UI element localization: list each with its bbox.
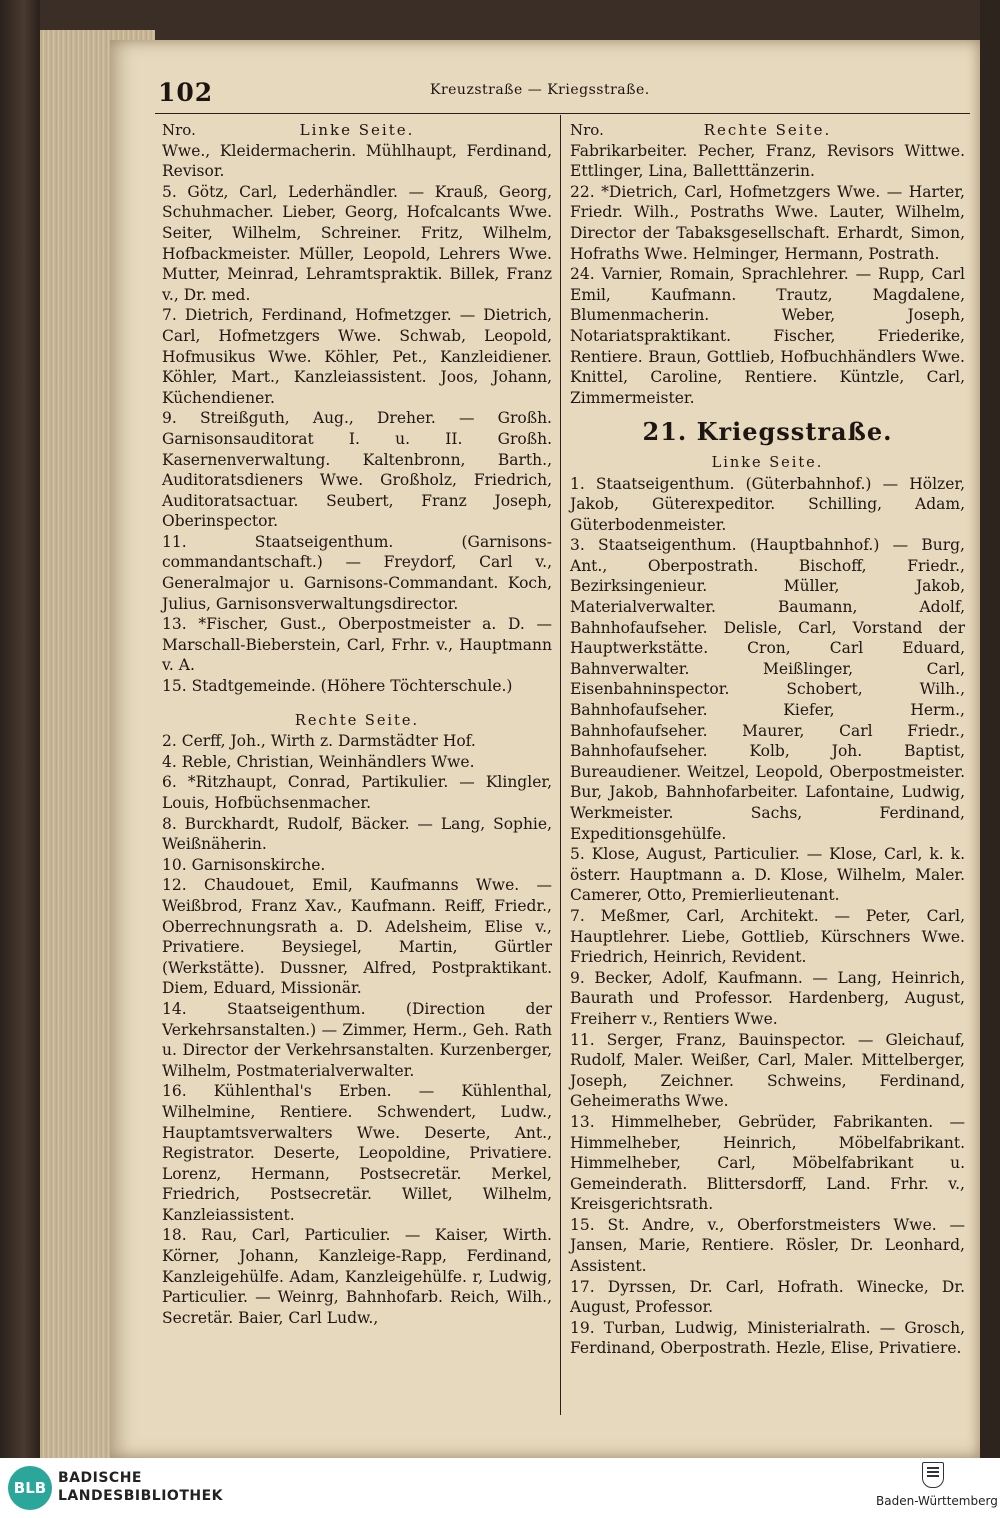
entry: 1. Staatseigenthum. (Güterbahnhof.) — Hölzer, Jakob, Güterexpeditor. Schilling, Adam, Güterbodenmeister. — [570, 474, 965, 534]
running-head: Kreuzstraße — Kriegsstraße. — [430, 82, 650, 98]
entry: 15. St. Andre, v., Oberforstmeisters Wwe. — Jansen, Marie, Rentiere. Rösler, Dr. Leonhard, Assistent. — [570, 1215, 965, 1276]
entry: 6. *Ritzhaupt, Conrad, Partikulier. — Klingler, Louis, Hofbüchsenmacher. — [162, 773, 552, 812]
side-title: Linke Seite. — [299, 121, 415, 139]
entry: 11. Staatseigenthum. (Garnisons-commandantschaft.) — Freydorf, Carl v., Generalmajor u. Garnisons-Commandant. Koch, Julius, Garnisonsverwaltungsdirector. — [162, 532, 552, 613]
left-column-header — [162, 120, 552, 141]
entry: 2. Cerff, Joh., Wirth z. Darmstädter Hof. — [162, 732, 476, 751]
entry: 15. Stadtgemeinde. (Höhere Töchterschule.) — [162, 677, 513, 696]
nro-label: Nro. — [162, 121, 196, 139]
institution-line: BADISCHE — [58, 1470, 142, 1486]
entry: 8. Burckhardt, Rudolf, Bäcker. — Lang, Sophie, Weißnäherin. — [162, 814, 552, 854]
entry: 16. Kühlenthal's Erben. — Kühlenthal, Wilhelmine, Rentiere. Schwendert, Ludw., Hauptamtsverwalters Wwe. Deserte, Ant., Registrator. Deserte, Leopoldine, Privatiere. Lorenz, Hermann, Postsecretär. Merkel, Friedrich, Postsecretär. Willet, Wilhelm, Kanzleiassistent. — [162, 1082, 552, 1224]
side-title: Rechte Seite. — [703, 121, 832, 139]
entry: 4. Reble, Christian, Weinhändlers Wwe. — [162, 752, 475, 771]
institution-name[interactable] — [58, 1469, 223, 1505]
entry: 24. Varnier, Romain, Sprachlehrer. — Rupp, Carl Emil, Kaufmann. Trautz, Magdalene, Blumenmacherin. Weber, Joseph, Notariatspraktikant. Fischer, Friederike, Rentiere. Braun, Gottlieb, Hofbuchhändlers Wwe. Knittel, Caroline, Rentiere. Küntzle, Carl, Zimmermeister. — [570, 265, 965, 407]
entry: Wwe., Kleidermacherin. Mühlhaupt, Ferdinand, Revisor. — [162, 141, 552, 181]
right-column-header — [570, 120, 965, 141]
entry: 13. Himmelheber, Gebrüder, Fabrikanten. — Himmelheber, Heinrich, Möbelfabrikant. Himmelheber, Carl, Möbelfabrikant u. Gemeinderath. Blittersdorff, Land. Frhr. v., Kreisgerichtsrath. — [570, 1112, 965, 1214]
coat-of-arms-icon — [922, 1462, 944, 1488]
sub-title: Rechte Seite. — [294, 712, 420, 729]
right-column — [570, 120, 965, 1359]
sub-title: Linke Seite. — [711, 454, 824, 471]
entry: 10. Garnisonskirche. — [162, 855, 326, 874]
entry: 5. Götz, Carl, Lederhändler. — Krauß, Georg, Schuhmacher. Lieber, Georg, Hofcalcants Wwe. Seiter, Wilhelm, Schreiner. Fritz, Wilhelm, Hofbackmeister. Müller, Leopold, Lehrers Wwe. Mutter, Meinrad, Lehramtspraktik. Billek, Franz v., Dr. med. — [162, 182, 552, 304]
entry: 17. Dyrssen, Dr. Carl, Hofrath. Winecke, Dr. August, Professor. — [570, 1277, 965, 1317]
book-spine — [0, 0, 40, 1458]
entry: 22. *Dietrich, Carl, Hofmetzgers Wwe. — Harter, Friedr. Wilh., Postraths Wwe. Lauter, Wilhelm, Director der Tabaksgesellschaft. Erhardt, Simon, Hofraths Wwe. Helminger, Hermann, Postrath. — [570, 182, 965, 263]
column-rule — [560, 115, 561, 1415]
entry: 3. Staatseigenthum. (Hauptbahnhof.) — Burg, Ant., Oberpostrath. Bischoff, Friedr., Bezirksingenieur. Müller, Jakob, Materialverwalter. Baumann, Adolf, Bahnhofaufseher. Delisle, Carl, Vorstand der Hauptwerkstätte. Cron, Carl Eduard, Bahnverwalter. Meißlinger, Carl, Eisenbahninspector. Schobert, Wilh., Bahnhofaufseher. Kiefer, Herm., Bahnhofaufseher. Maurer, Carl Friedr., Bahnhofaufseher. Kolb, Joh. Baptist, Bureaudiener. Weitzel, Leopold, Oberpostmeister. Bur, Jakob, Bahnhofarbeiter. Lafontaine, Ludwig, Werkmeister. Sachs, Ferdinand, Expeditionsgehülfe. — [570, 536, 965, 843]
page-number: 102 — [158, 78, 214, 107]
section-title: 21. Kriegsstraße. — [642, 417, 893, 447]
entry: 11. Serger, Franz, Bauinspector. — Gleichauf, Rudolf, Maler. Weißer, Carl, Maler. Mittelberger, Joseph, Zeichner. Schweins, Ferdinand, Geheimeraths Wwe. — [570, 1030, 965, 1111]
entry: 14. Staatseigenthum. (Direction der Verkehrsanstalten.) — Zimmer, Herm., Geh. Rath u. Director der Verkehrsanstalten. Kurzenberger, Wilhelm, Postmaterialverwalter. — [162, 999, 552, 1080]
right-margin — [980, 0, 1000, 1458]
blb-logo[interactable]: BLB — [8, 1466, 52, 1510]
entry: 7. Meßmer, Carl, Architekt. — Peter, Carl, Hauptlehrer. Liebe, Gottlieb, Kürschners Wwe. Friedrich, Heinrich, Revident. — [570, 906, 965, 967]
left-column — [162, 120, 552, 1328]
entry: 18. Rau, Carl, Particulier. — Kaiser, Wirth. Körner, Johann, Kanzleige-Rapp, Ferdinand, Kanzleigehülfe. Adam, Kanzleigehülfe. r, Ludwig, Particulier. — Weinrg, Bahnhofarb. Reich, Wilh., Secretär. Baier, Carl Ludw., — [162, 1226, 552, 1327]
state-label: Baden-Württemberg — [876, 1494, 998, 1508]
header-rule — [155, 113, 970, 114]
entry: Fabrikarbeiter. Pecher, Franz, Revisors Wittwe. Ettlinger, Lina, Balletttänzerin. — [570, 141, 965, 181]
entry: 13. *Fischer, Gust., Oberpostmeister a. D. — Marschall-Bieberstein, Carl, Frhr. v., Hauptmann v. A. — [162, 615, 552, 675]
entry: 9. Becker, Adolf, Kaufmann. — Lang, Heinrich, Baurath und Professor. Hardenberg, August, Freiherr v., Rentiers Wwe. — [570, 968, 965, 1028]
entry: 5. Klose, August, Particulier. — Klose, Carl, k. k. österr. Hauptmann a. D. Klose, Wilhelm, Maler. Camerer, Otto, Premierlieutenant. — [570, 845, 965, 905]
institution-line: LANDESBIBLIOTHEK — [58, 1488, 224, 1504]
entry: 7. Dietrich, Ferdinand, Hofmetzger. — Dietrich, Carl, Hofmetzgers Wwe. Schwab, Leopold, Hofmusikus Wwe. Köhler, Pet., Kanzleidiener. Köhler, Mart., Kanzleiassistent. Joos, Johann, Küchendiener. — [162, 306, 552, 407]
footer-bar — [0, 1458, 1000, 1518]
entry: 9. Streißguth, Aug., Dreher. — Großh. Garnisonsauditorat I. u. II. Großh. Kasernenverwaltung. Kaltenbronn, Barth., Auditoratsdieners Wwe. Großholz, Friedrich, Auditoratsactuar. Seubert, Franz Joseph, Oberinspector. — [162, 409, 552, 531]
entry: 12. Chaudouet, Emil, Kaufmanns Wwe. — Weißbrod, Franz Xav., Kaufmann. Reiff, Friedr., Oberrechnungsrath a. D. Adelsheim, Elise v., Privatiere. Beysiegel, Martin, Gürtler (Werkstätte). Dussner, Alfred, Postpraktikant. Diem, Eduard, Missionär. — [162, 876, 552, 998]
entry: 19. Turban, Ludwig, Ministerialrath. — Grosch, Ferdinand, Oberpostrath. Hezle, Elise, Privatiere. — [570, 1318, 965, 1358]
nro-label: Nro. — [570, 121, 604, 139]
